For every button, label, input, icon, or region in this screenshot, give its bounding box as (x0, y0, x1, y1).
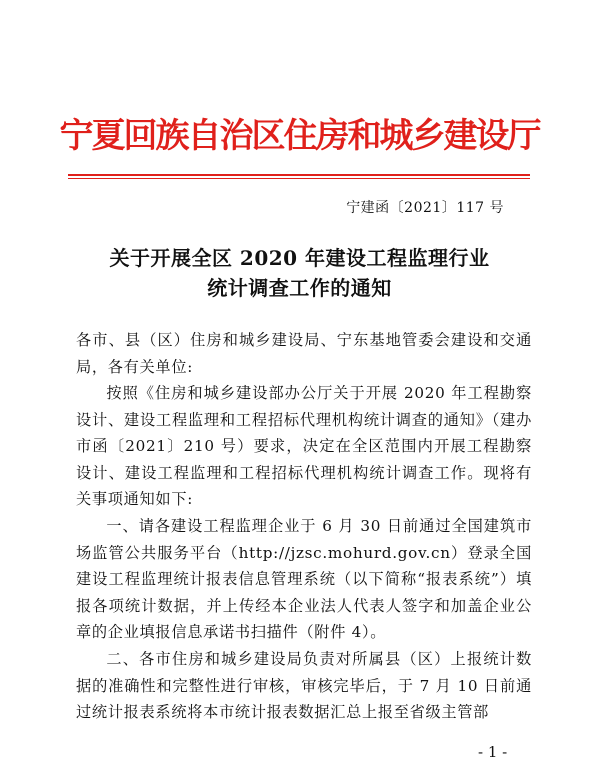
page-number: - 1 - (478, 743, 508, 761)
document-title-line-1: 关于开展全区 2020 年建设工程监理行业 (109, 246, 490, 270)
body-paragraph-item-1: 一、请各建设工程监理企业于 6 月 30 日前通过全国建筑市场监管公共服务平台（http://jzsc.mohurd.gov.cn）登录全国建设工程监理统计报表信息管理系统（以下简称“报表系统”）填报各项统计数据，并上传经本企业法人代表人签字和加盖企业公章的企业填报信息承诺书扫描件（附件 4）。 (76, 517, 532, 641)
salutation: 各市、县（区）住房和城乡建设局、宁东基地管委会建设和交通局，各有关单位: (76, 331, 532, 376)
document-number: 宁建函〔2021〕117 号 (346, 200, 504, 216)
header-red-rule-thin (68, 178, 530, 179)
body-paragraph-intro: 按照《住房和城乡建设部办公厅关于开展 2020 年工程勘察设计、建设工程监理和工程招标代理机构统计调查的通知》（建办市函〔2021〕210 号）要求，决定在全区范围内开展工程勘察设计、建设工程监理和工程招标代理机构统计调查工作。现将有关事项通知如下: (76, 384, 532, 508)
issuing-authority-header: 宁夏回族自治区住房和城乡建设厅 (59, 116, 540, 156)
body-paragraph-item-2: 二、各市住房和城乡建设局负责对所属县（区）上报统计数据的准确性和完整性进行审核，审核完毕后，于 7 月 10 日前通过统计报表系统将本市统计报表数据汇总上报至省级主管部 (76, 650, 532, 721)
document-title-line-2: 统计调查工作的通知 (207, 276, 392, 300)
header-red-rule (68, 174, 530, 176)
